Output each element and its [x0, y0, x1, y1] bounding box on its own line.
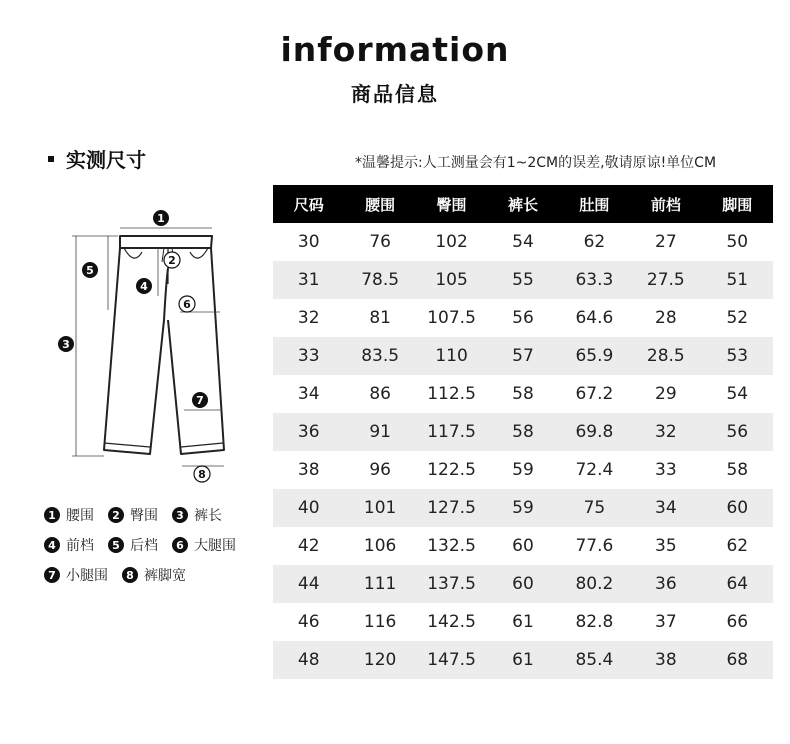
table-cell: 28 [630, 299, 701, 337]
table-row [273, 413, 773, 451]
table-cell: 110 [416, 337, 487, 375]
table-cell: 96 [344, 451, 415, 489]
diagram-marker-1 [153, 210, 169, 226]
legend-item-length [172, 505, 222, 525]
table-cell: 48 [273, 641, 344, 679]
section-title [48, 144, 146, 173]
column-header-belly: 肚围 [559, 185, 630, 223]
diagram-marker-5 [82, 262, 98, 278]
table-cell: 75 [559, 489, 630, 527]
table-cell: 54 [487, 223, 558, 261]
legend-number: 4 [44, 537, 60, 553]
page-subtitle: 商品信息 [351, 82, 439, 106]
table-row [273, 299, 773, 337]
table-row [273, 641, 773, 679]
column-header-length: 裤长 [487, 185, 558, 223]
diagram-marker-7 [192, 392, 208, 408]
svg-text:8: 8 [198, 468, 206, 481]
table-cell: 32 [630, 413, 701, 451]
legend-label: 后档 [130, 538, 158, 554]
table-row [273, 527, 773, 565]
pants-pocket-right [190, 248, 208, 258]
column-header-leg-opening: 脚围 [702, 185, 773, 223]
table-cell: 102 [416, 223, 487, 261]
table-cell: 62 [559, 223, 630, 261]
table-cell: 69.8 [559, 413, 630, 451]
pants-hem-right [181, 443, 223, 447]
table-cell: 85.4 [559, 641, 630, 679]
table-cell: 40 [273, 489, 344, 527]
measurement-legend [44, 500, 250, 590]
table-cell: 116 [344, 603, 415, 641]
table-cell: 57 [487, 337, 558, 375]
svg-text:6: 6 [183, 298, 191, 311]
legend-label: 裤脚宽 [144, 568, 186, 584]
table-cell: 46 [273, 603, 344, 641]
table-cell: 107.5 [416, 299, 487, 337]
table-cell: 35 [630, 527, 701, 565]
table-cell: 36 [630, 565, 701, 603]
table-cell: 76 [344, 223, 415, 261]
table-row [273, 565, 773, 603]
svg-text:2: 2 [168, 254, 176, 267]
legend-item-hem-width [122, 565, 186, 585]
diagram-marker-6 [179, 296, 195, 312]
table-cell: 50 [702, 223, 773, 261]
table-cell: 106 [344, 527, 415, 565]
table-cell: 38 [630, 641, 701, 679]
table-cell: 27 [630, 223, 701, 261]
table-cell: 91 [344, 413, 415, 451]
column-header-front-rise: 前档 [630, 185, 701, 223]
table-cell: 111 [344, 565, 415, 603]
pants-waistband [120, 236, 212, 248]
table-row [273, 451, 773, 489]
table-body [273, 223, 773, 679]
table-cell: 60 [487, 527, 558, 565]
legend-label: 小腿围 [66, 568, 108, 584]
diagram-marker-8 [194, 466, 210, 482]
table-cell: 105 [416, 261, 487, 299]
table-cell: 30 [273, 223, 344, 261]
table-cell: 81 [344, 299, 415, 337]
table-cell: 65.9 [559, 337, 630, 375]
diagram-marker-2 [164, 252, 180, 268]
table-cell: 61 [487, 603, 558, 641]
table-cell: 36 [273, 413, 344, 451]
table-row [273, 603, 773, 641]
table-cell: 122.5 [416, 451, 487, 489]
pants-hem-left [104, 443, 150, 447]
table-cell: 120 [344, 641, 415, 679]
table-cell: 66 [702, 603, 773, 641]
table-cell: 77.6 [559, 527, 630, 565]
table-cell: 29 [630, 375, 701, 413]
table-cell: 68 [702, 641, 773, 679]
legend-item-front-rise [44, 535, 94, 555]
table-cell: 42 [273, 527, 344, 565]
table-cell: 78.5 [344, 261, 415, 299]
legend-row [44, 560, 250, 590]
table-cell: 112.5 [416, 375, 487, 413]
legend-number: 3 [172, 507, 188, 523]
legend-item-calf [44, 565, 108, 585]
table-cell: 28.5 [630, 337, 701, 375]
measurement-note: *温馨提示:人工测量会有1~2CM的误差,敬请原谅!单位CM [355, 155, 717, 171]
legend-number: 6 [172, 537, 188, 553]
table-cell: 56 [487, 299, 558, 337]
table-cell: 127.5 [416, 489, 487, 527]
table-cell: 86 [344, 375, 415, 413]
table-cell: 142.5 [416, 603, 487, 641]
table-cell: 53 [702, 337, 773, 375]
table-row [273, 375, 773, 413]
table-cell: 58 [702, 451, 773, 489]
table-cell: 132.5 [416, 527, 487, 565]
table-cell: 44 [273, 565, 344, 603]
table-cell: 51 [702, 261, 773, 299]
column-header-size: 尺码 [273, 185, 344, 223]
table-cell: 59 [487, 489, 558, 527]
table-cell: 37 [630, 603, 701, 641]
legend-label: 裤长 [194, 508, 222, 524]
svg-text:3: 3 [62, 338, 70, 351]
table-cell: 33 [273, 337, 344, 375]
legend-item-thigh [172, 535, 236, 555]
legend-number: 5 [108, 537, 124, 553]
table-cell: 34 [630, 489, 701, 527]
pants-pocket-left [124, 248, 142, 258]
legend-number: 8 [122, 567, 138, 583]
legend-label: 臀围 [130, 508, 158, 524]
legend-label: 前档 [66, 538, 94, 554]
column-header-hip: 臀围 [416, 185, 487, 223]
table-row [273, 223, 773, 261]
table-cell: 54 [702, 375, 773, 413]
table-header-row [273, 185, 773, 223]
svg-text:1: 1 [157, 212, 165, 225]
table-cell: 64.6 [559, 299, 630, 337]
page-title: information [280, 30, 510, 69]
table-cell: 59 [487, 451, 558, 489]
table-cell: 34 [273, 375, 344, 413]
table-row [273, 261, 773, 299]
legend-item-back-rise [108, 535, 158, 555]
table-cell: 137.5 [416, 565, 487, 603]
table-cell: 60 [487, 565, 558, 603]
table-cell: 67.2 [559, 375, 630, 413]
table-cell: 31 [273, 261, 344, 299]
legend-number: 1 [44, 507, 60, 523]
legend-label: 大腿围 [194, 538, 236, 554]
table-cell: 101 [344, 489, 415, 527]
pants-diagram [52, 200, 252, 485]
table-cell: 72.4 [559, 451, 630, 489]
table-cell: 38 [273, 451, 344, 489]
svg-text:7: 7 [196, 394, 204, 407]
table-cell: 62 [702, 527, 773, 565]
table-cell: 63.3 [559, 261, 630, 299]
table-cell: 82.8 [559, 603, 630, 641]
table-cell: 55 [487, 261, 558, 299]
section-title-text: 实测尺寸 [66, 148, 146, 172]
legend-number: 2 [108, 507, 124, 523]
legend-item-waist [44, 505, 94, 525]
table-cell: 117.5 [416, 413, 487, 451]
table-row [273, 489, 773, 527]
table-cell: 147.5 [416, 641, 487, 679]
table-cell: 58 [487, 413, 558, 451]
table-cell: 27.5 [630, 261, 701, 299]
table-cell: 60 [702, 489, 773, 527]
legend-item-hip [108, 505, 158, 525]
size-table [273, 185, 773, 679]
table-cell: 80.2 [559, 565, 630, 603]
pants-right-leg [168, 248, 224, 454]
diagram-marker-3 [58, 336, 74, 352]
svg-text:4: 4 [140, 280, 148, 293]
table-row [273, 337, 773, 375]
table-cell: 32 [273, 299, 344, 337]
column-header-waist: 腰围 [344, 185, 415, 223]
table-cell: 52 [702, 299, 773, 337]
table-cell: 61 [487, 641, 558, 679]
bullet-icon [48, 156, 54, 162]
legend-row [44, 530, 250, 560]
table-cell: 83.5 [344, 337, 415, 375]
legend-number: 7 [44, 567, 60, 583]
table-cell: 64 [702, 565, 773, 603]
legend-label: 腰围 [66, 508, 94, 524]
diagram-marker-4 [136, 278, 152, 294]
svg-text:5: 5 [86, 264, 94, 277]
table-cell: 56 [702, 413, 773, 451]
table-cell: 33 [630, 451, 701, 489]
legend-row [44, 500, 250, 530]
table-cell: 58 [487, 375, 558, 413]
